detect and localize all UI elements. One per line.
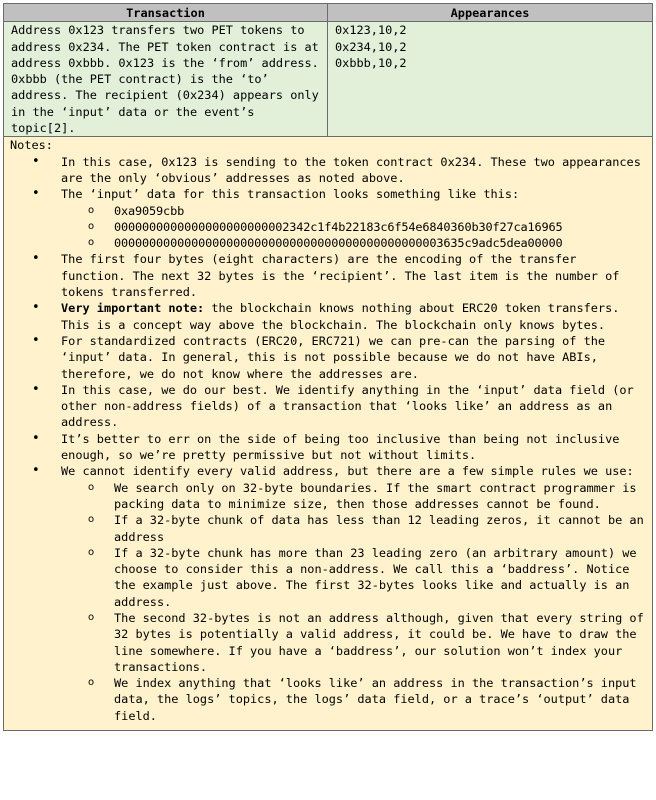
- note-item: [10, 333, 648, 382]
- rule-item: o If a 32-byte chunk of data has less than 12 leading zeros, it cannot be an address: [61, 512, 648, 545]
- appearance-entry: 0x123,10,2: [335, 23, 407, 38]
- note-text: In this case, we do our best. We identify anything in the ‘input’ data field (or other non-address fields) of a transaction that ‘looks like’ an address as an address.: [61, 382, 634, 430]
- note-item: [10, 431, 648, 464]
- rule-item: o We index anything that ‘looks like’ an address in the transaction’s input data, the logs’ topics, the logs’ data field, or a trace’s ‘output’ data field.: [61, 675, 648, 724]
- header-row: [4, 4, 653, 22]
- input-data-line: o 0xa9059cbb: [61, 203, 648, 219]
- appearance-entry: 0xbbb,10,2: [335, 55, 407, 70]
- note-text: For standardized contracts (ERC20, ERC721) we can pre-can the parsing of the ‘input’ data. In general, this is not possible because we do not have ABIs, therefore, we do not know where the addresses are.: [61, 333, 606, 381]
- rule-item: o We search only on 32-byte boundaries. If the smart contract programmer is packing data to minimize size, then those addresses cannot be found.: [61, 480, 648, 513]
- appearances-cell: [328, 22, 653, 137]
- note-item: [10, 154, 648, 187]
- input-data-sublist: [61, 203, 648, 252]
- note-text: the blockchain knows nothing about ERC20 token transfers. This is a concept way above the blockchain. The blockchain only knows bytes.: [61, 301, 620, 332]
- input-data-line: o 00000000000000000000000000000000000000000000003635c9adc5dea00000: [61, 235, 648, 251]
- note-item: [10, 251, 648, 300]
- rule-item: o The second 32-bytes is not an address although, given that every string of 32 bytes is potentially a valid address, it could be. We have to draw the line somewhere. If you have a ‘baddress’, our solution won’t index your transactions.: [61, 610, 648, 675]
- notes-list: [10, 154, 648, 724]
- notes-row: [4, 137, 653, 731]
- appearances-header: Appearances: [328, 4, 653, 22]
- rule-item: o If a 32-byte chunk has more than 23 leading zero (an arbitrary amount) we choose to consider this a non-address. We call this a ‘baddress’. Notice the example just above. The first 32-bytes looks like and actually is an address.: [61, 545, 648, 610]
- transaction-description: Address 0x123 transfers two PET tokens to address 0x234. The PET token contract is at address 0xbbb. 0x123 is the ‘from’ address. 0xbbb (the PET contract) is the ‘to’ address. The recipient (0x234) appears only in the ‘input’ data or the event’s topic[2].: [4, 22, 328, 137]
- notes-cell: [4, 137, 653, 731]
- transaction-row: [4, 22, 653, 137]
- note-item: [10, 463, 648, 724]
- transaction-table: [3, 3, 653, 731]
- appearance-entry: 0x234,10,2: [335, 39, 407, 54]
- note-item: [10, 186, 648, 251]
- note-text: It’s better to err on the side of being too inclusive than being not inclusive enough, so we’re pretty permissive but not without limits.: [61, 431, 620, 463]
- transaction-header: Transaction: [4, 4, 328, 22]
- notes-label: Notes:: [10, 138, 53, 153]
- note-text: The ‘input’ data for this transaction looks something like this:: [61, 187, 520, 202]
- note-item: [10, 300, 648, 333]
- note-item: [10, 382, 648, 431]
- note-text: The first four bytes (eight characters) are the encoding of the transfer function. The next 32 bytes is the ‘recipient’. The last item is the number of tokens transferred.: [61, 252, 620, 300]
- note-emphasis: Very important note:: [61, 301, 205, 316]
- rules-sublist: [61, 480, 648, 724]
- input-data-line: o 0000000000000000000000002342c1f4b22183c6f54e6840360b30f27ca16965: [61, 219, 648, 235]
- note-text: In this case, 0x123 is sending to the token contract 0x234. These two appearances are the only ‘obvious’ addresses as noted above.: [61, 154, 641, 185]
- document-page: [3, 3, 652, 731]
- note-text: We cannot identify every valid address, but there are a few simple rules we use:: [61, 464, 634, 479]
